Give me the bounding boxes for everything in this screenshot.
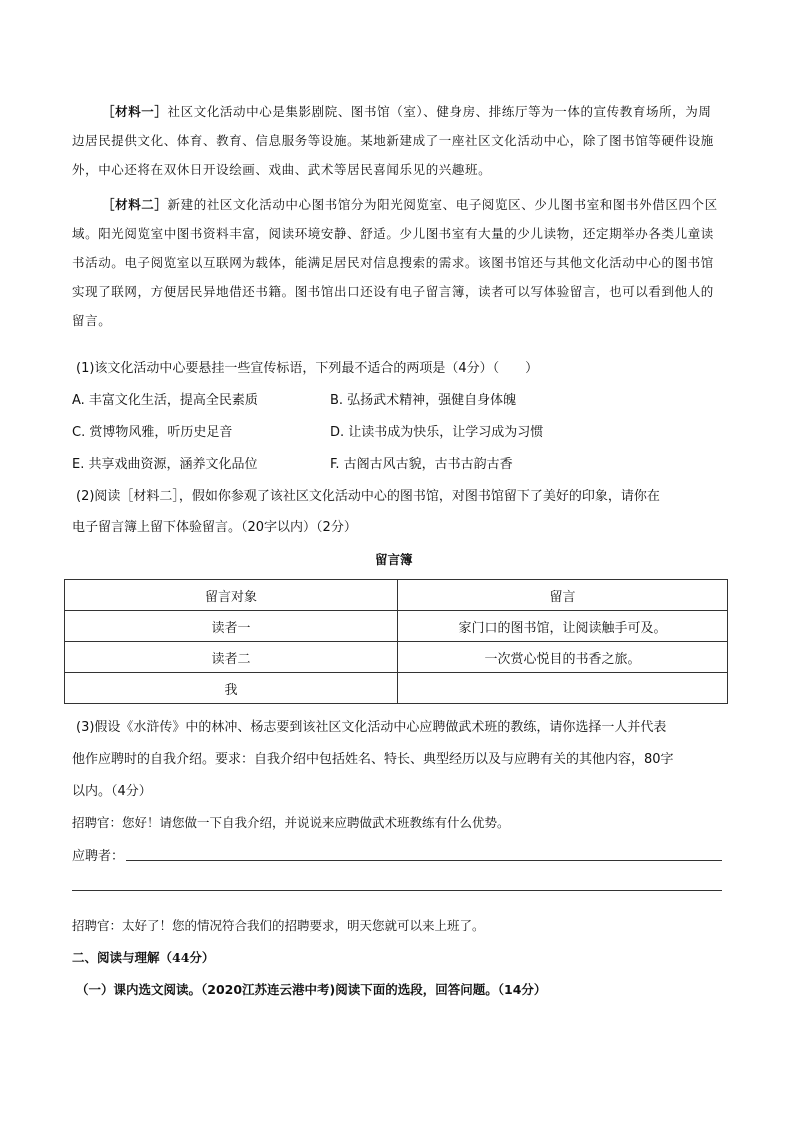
guestbook-title: 留言簿 — [375, 552, 413, 567]
question-1-stem: (1)该文化活动中心要悬挂一些宣传标语，下列最不适合的两项是（4分）（ ） — [76, 361, 539, 376]
interviewer-line-2: 招聘官：太好了！您的情况符合我们的招聘要求，明天您就可以来上班了。 — [72, 918, 485, 933]
question-3-line-3: 以内。（4分） — [72, 784, 152, 799]
material-two-text: 新建的社区文化活动中心图书馆分为阳光阅览室、电子阅览区、少儿图书室和图书外借区四个区域。阳光阅览室中图书资料丰富，阅读环境安静、舒适。少儿图书室有大量的少儿读物，还定期举办各类儿童读书活动。电子阅览室以互联网为载体，能满足居民对信息搜索的需求。该图书馆还与其他文化活动中心的图书馆实现了联网，方便居民异地借还书籍。图书馆出口还设有电子留言簿，读者可以写体验留言，也可以看到他人的留言。 — [72, 197, 718, 328]
table-cell-target: 读者一 — [65, 611, 398, 642]
material-two-paragraph — [72, 190, 724, 335]
material-one-label: ［材料一］ — [102, 104, 168, 119]
table-row — [65, 673, 728, 704]
option-c: C. 赏博物风雅，听历史足音 — [72, 425, 233, 440]
table-cell-target: 读者二 — [65, 642, 398, 673]
answer-blank-line[interactable] — [126, 860, 722, 861]
interviewer-line-1: 招聘官：您好！请您做一下自我介绍，并说说来应聘做武术班教练有什么优势。 — [72, 815, 510, 830]
option-d: D. 让读书成为快乐，让学习成为习惯 — [330, 425, 544, 440]
section-2-subheading: （一）课内选文阅读。（2020江苏连云港中考)阅读下面的选段，回答问题。（14分） — [76, 982, 547, 997]
material-one-text: 社区文化活动中心是集影剧院、图书馆（室）、健身房、排练厅等为一体的宣传教育场所，为周边居民提供文化、体育、教育、信息服务等设施。某地新建成了一座社区文化活动中心，除了图书馆等硬件设施外，中心还将在双休日开设绘画、戏曲、武术等居民喜闻乐见的兴趣班。 — [72, 104, 714, 177]
option-e: E. 共享戏曲资源，涵养文化品位 — [72, 457, 258, 472]
material-two-label: ［材料二］ — [102, 197, 168, 212]
table-header-row — [65, 580, 728, 611]
applicant-label: 应聘者： — [72, 849, 125, 864]
section-2-heading: 二、阅读与理解（44分） — [72, 950, 215, 965]
option-b: B. 弘扬武术精神，强健自身体魄 — [330, 393, 517, 408]
table-header-target: 留言对象 — [65, 580, 398, 611]
table-cell-message: 家门口的图书馆，让阅读触手可及。 — [398, 611, 728, 642]
material-one-paragraph — [72, 97, 724, 184]
option-f: F. 古阁古风古貌，古书古韵古香 — [330, 457, 513, 472]
option-a: A. 丰富文化生活，提高全民素质 — [72, 393, 258, 408]
question-2-line-1: (2)阅读［材料二］，假如你参观了该社区文化活动中心的图书馆，对图书馆留下了美好的印象，请你在 — [76, 489, 660, 504]
table-cell-message: 一次赏心悦目的书香之旅。 — [398, 642, 728, 673]
question-3-line-1: (3)假设《水浒传》中的林冲、杨志要到该社区文化活动中心应聘做武术班的教练，请你选择一人并代表 — [76, 720, 667, 735]
table-cell-target: 我 — [65, 673, 398, 704]
table-row — [65, 611, 728, 642]
question-3-line-2: 他作应聘时的自我介绍。要求：自我介绍中包括姓名、特长、典型经历以及与应聘有关的其他内容，80字 — [72, 752, 674, 767]
table-header-message: 留言 — [398, 580, 728, 611]
table-cell-message-blank[interactable] — [398, 673, 728, 704]
question-2-line-2: 电子留言簿上留下体验留言。（20字以内）（2分） — [72, 520, 357, 535]
guestbook-table — [64, 579, 728, 704]
answer-blank-line[interactable] — [72, 890, 722, 891]
table-row — [65, 642, 728, 673]
